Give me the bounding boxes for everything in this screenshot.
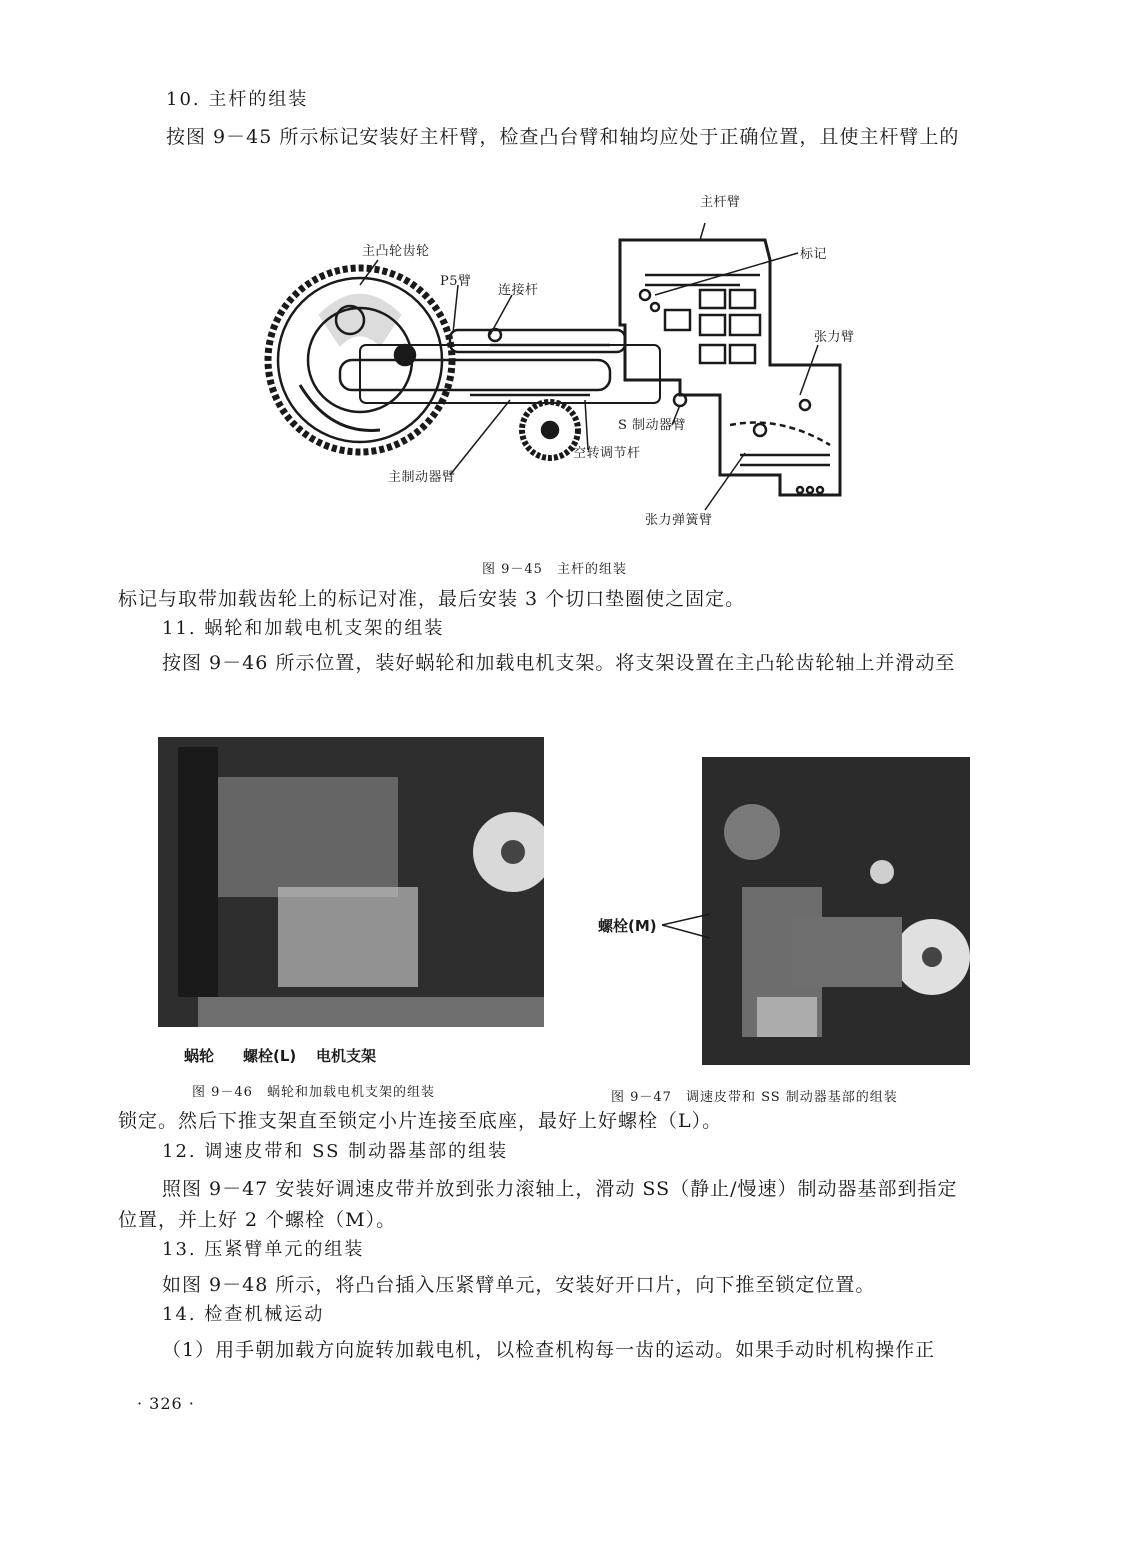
label-bolt-l: 螺栓(L) (243, 1047, 297, 1065)
section-10-paragraph-line-2: 标记与取带加载齿轮上的标记对准，最后安装 3 个切口垫圈使之固定。 (118, 588, 746, 610)
label-bolt-m: 螺栓(M) (598, 917, 657, 935)
section-13-heading: 13. 压紧臂单元的组装 (162, 1239, 365, 1260)
figure-9-45-diagram (260, 185, 860, 545)
page-number: · 326 · (137, 1394, 195, 1413)
label-mark: 标记 (800, 247, 828, 262)
section-11-heading: 11. 蜗轮和加载电机支架的组装 (162, 618, 445, 639)
label-main-brake-arm: 主制动器臂 (388, 470, 456, 485)
label-tension-spring-arm: 张力弹簧臂 (645, 513, 713, 528)
label-worm: 蜗轮 (184, 1047, 215, 1065)
section-12-heading: 12. 调速皮带和 SS 制动器基部的组装 (162, 1141, 509, 1162)
section-11-paragraph-line-1: 按图 9－46 所示位置，装好蜗轮和加载电机支架。将支架设置在主凸轮齿轮轴上并滑动至 (162, 652, 956, 674)
label-link-rod: 连接杆 (498, 283, 539, 298)
label-main-lever-arm: 主杆臂 (700, 195, 741, 210)
section-14-heading: 14. 检查机械运动 (162, 1304, 325, 1325)
section-10-paragraph-line-1: 按图 9－45 所示标记安装好主杆臂，检查凸台臂和轴均应处于正确位置，且使主杆臂上的 (166, 126, 960, 148)
label-main-cam-gear: 主凸轮齿轮 (362, 244, 430, 259)
label-motor-bracket: 电机支架 (316, 1047, 377, 1065)
section-14-paragraph-line-1: （1）用手朝加载方向旋转加载电机，以检查机构每一齿的运动。如果手动时机构操作正 (162, 1339, 936, 1361)
figure-9-47-caption: 图 9－47 调速皮带和 SS 制动器基部的组装 (611, 1090, 898, 1105)
label-idle-adjust-rod: 空转调节杆 (573, 446, 641, 461)
figure-9-46-caption: 图 9－46 蜗轮和加载电机支架的组装 (192, 1085, 435, 1100)
figure-9-45-caption: 图 9－45 主杆的组装 (482, 562, 627, 577)
section-12-paragraph-line-2: 位置，并上好 2 个螺栓（M）。 (118, 1209, 397, 1231)
label-s-brake-arm: S 制动器臂 (618, 418, 687, 433)
label-tension-arm: 张力臂 (814, 330, 855, 345)
label-p5-arm: P5臂 (440, 274, 472, 289)
bolt-m-leader (662, 912, 712, 942)
section-11-paragraph-line-2: 锁定。然后下推支架直至锁定小片连接至底座，最好上好螺栓（L）。 (118, 1110, 723, 1132)
section-10-heading: 10. 主杆的组装 (166, 89, 309, 110)
figure-9-46-photo (158, 737, 544, 1027)
section-13-paragraph-line-1: 如图 9－48 所示，将凸台插入压紧臂单元，安装好开口片，向下推至锁定位置。 (162, 1274, 876, 1296)
section-12-paragraph-line-1: 照图 9－47 安装好调速皮带并放到张力滚轴上，滑动 SS（静止/慢速）制动器基部到指定 (162, 1178, 958, 1200)
figure-9-47-photo (702, 757, 970, 1065)
